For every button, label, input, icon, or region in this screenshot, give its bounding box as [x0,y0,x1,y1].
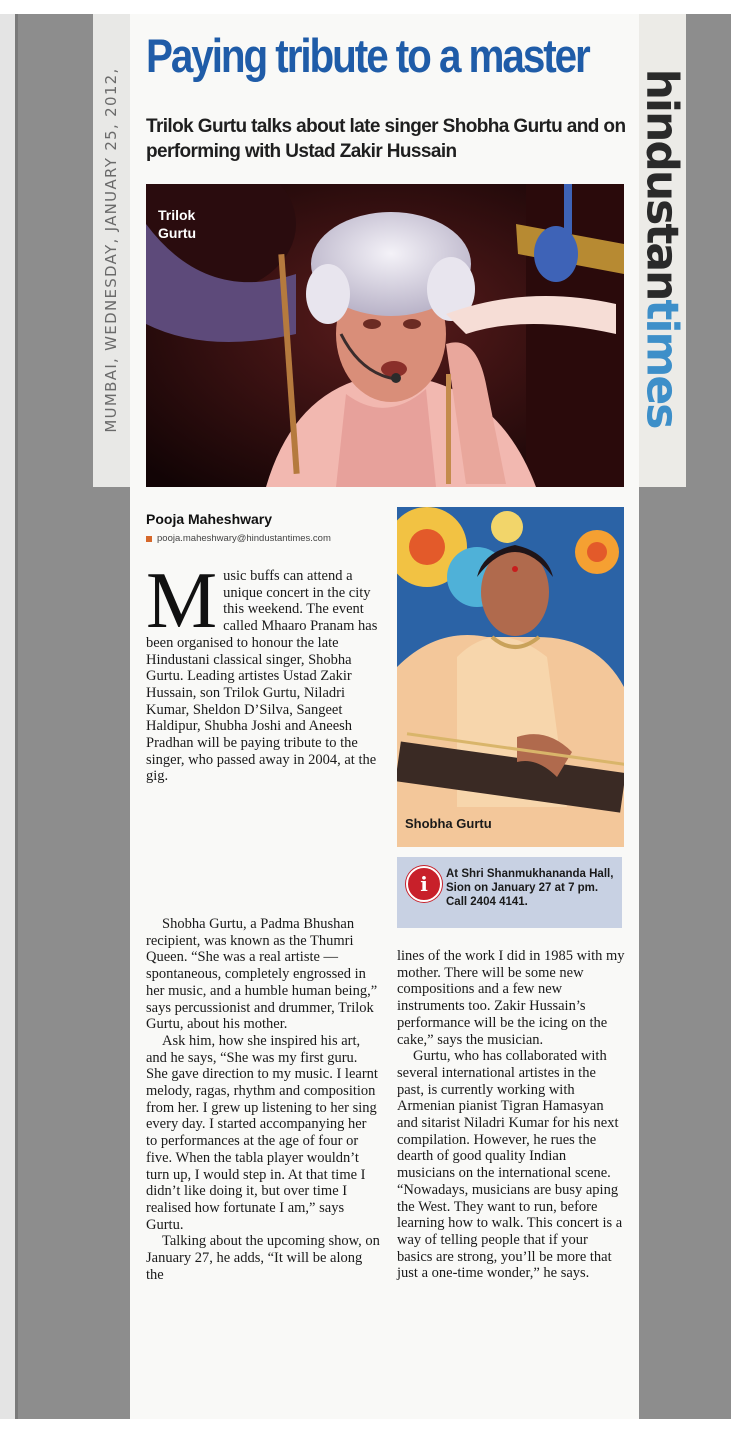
byline-email [146,533,331,544]
article-paragraph-2: Shobha Gurtu, a Padma Bhushan recipient, was known as the Thumri Queen. “She was a real artiste — spontaneous, completely engrossed in her music, and a humble human being,” says percussionist and drummer, Trilok Gurtu, about his mother. [146,916,378,1033]
article-paragraph-4: Talking about the upcoming show, on January 27, he adds, “It will be along the [146,1233,380,1283]
article-column-2 [397,948,625,1282]
photo1-caption-line1: Trilok [158,207,196,223]
masthead-logo [637,13,688,483]
event-info-text: At Shri Shanmukhananda Hall, Sion on January 27 at 7 pm. Call 2404 4141. [446,868,614,908]
article-paragraph-1: usic buffs can attend a unique concert in the city this weekend. The event called Mhaaro Pranam has been organised to honour the late Hindustani classical singer, Shobha Gurtu. Leading artistes Ustad Zakir Hussain, son Trilok Gurtu, Niladri Kumar, Sheldon D’Silva, Sangeet Haldipur, Shubha Joshi and Aneesh Pradhan will be paying tribute to the singer, who passed away in 2004, at the gig. [146,568,378,785]
masthead-part2: times [636,299,688,428]
email-bullet-icon [146,536,152,542]
trilok-gurtu-illustration [146,184,624,487]
shobha-gurtu-photo [397,507,624,847]
photo1-caption [158,206,196,242]
info-icon-glyph: i [420,872,428,896]
trilok-gurtu-photo [146,184,624,487]
article-paragraph-5: lines of the work I did in 1985 with my mother. There will be some new compositions and a few new instruments too. Zakir Hussain’s performance will be the icing on the cake,” says the musician. [397,948,625,1048]
drop-cap: M [146,557,218,645]
masthead-part1: hindustan [636,68,688,300]
article-column-1-bottom [146,916,381,1283]
photo1-caption-line2: Gurtu [158,225,197,241]
byline-author: Pooja Maheshwary [146,511,273,527]
event-info-box [397,857,622,928]
left-page-border [0,14,15,1419]
photo2-caption: Shobha Gurtu [405,816,492,831]
article-paragraph-3: Ask him, how she inspired his art, and he says, “She was my first guru. She gave direction to my music. I learnt melody, ragas, rhythm and composition from her. I grew up listening to her sing every day. I started accompanying her to performances at the age of four or five. When the tabla player wouldn’t turn up, I would step in. At that time I didn’t like doing it, but over time I realised how fortunate I am,” says Gurtu. [146,1032,378,1233]
article-column-1-top [146,557,381,785]
standfirst: Trilok Gurtu talks about late singer Shobha Gurtu and on performing with Ustad Zakir Hussain [146,116,626,162]
byline-email-text: pooja.maheshwary@hindustantimes.com [157,533,331,544]
shobha-gurtu-illustration [397,507,624,847]
info-icon [406,866,442,902]
dateline: MUMBAI, WEDNESDAY, JANUARY 25, 2012, [102,67,120,433]
headline: Paying tribute to a master [146,29,589,82]
article-paragraph-6: Gurtu, who has collaborated with several international artistes in the past, is currently working with Armenian pianist Tigran Hamasyan and sitarist Niladri Kumar for his next compilation. However, he rues the dearth of good quality Indian musicians on the international scene. “Nowadays, musicians are busy aping the West. They want to run, before learning how to walk. This concert is a way of telling people that if your basics are strong, you’ll be more that just a one-time wonder,” he says. [397,1048,623,1282]
